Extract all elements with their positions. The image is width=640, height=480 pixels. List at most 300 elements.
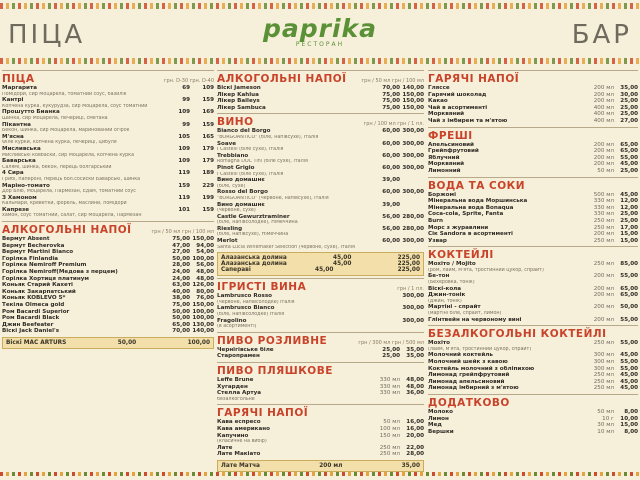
menu-item-row [2, 158, 214, 165]
item-price: 159 [202, 97, 214, 104]
menu-item-row [217, 165, 424, 172]
item-price: 25,00 [620, 104, 638, 111]
item-price: 55,00 [620, 316, 638, 323]
item-price: 140,00 [192, 328, 214, 335]
item-name: Капучино [217, 432, 249, 439]
item-name: Лимонний [428, 167, 461, 174]
section-heading [428, 246, 638, 261]
item-price: 17,00 [620, 224, 638, 231]
item-price-small: 99 [182, 121, 190, 128]
item-volume: 300 мл [593, 352, 614, 359]
item-name: Мохіто / Mojito [428, 261, 476, 268]
item-price-small: 119 [178, 170, 190, 177]
item-volume: 200 мл [593, 161, 614, 168]
item-name: Burn [428, 217, 443, 224]
menu-item-row [428, 225, 638, 232]
item-description: Помідори, сир Моцарела, томатний соус, базилік [2, 91, 127, 97]
menu-item-row [428, 317, 638, 324]
highlight-box [217, 252, 424, 276]
menu-item-row [428, 372, 638, 379]
menu-item-row [428, 198, 638, 205]
item-name: Алазанська долина [221, 255, 287, 262]
item-description: (лайм, м'ята, тростинний цукор, спрайт) [428, 346, 532, 352]
item-name: Кава еспресо [217, 419, 261, 426]
item-price: 300,00 [402, 164, 424, 171]
item-price: 189 [202, 170, 214, 177]
item-name: Молоко [428, 408, 453, 415]
menu-item-row [2, 309, 214, 316]
item-price-small: 56,00 [382, 225, 400, 232]
item-price: 169 [202, 109, 214, 116]
section-title: ВИНО [217, 116, 254, 129]
section-units: грн / 1 пл. [397, 286, 424, 293]
item-price-small: 40,00 [172, 288, 190, 295]
item-name: Віскі Jack Daniel's [2, 328, 60, 335]
item-price-small: 39,00 [382, 201, 400, 208]
item-price: 15,00 [620, 237, 638, 244]
item-name: Вино домашнє [217, 177, 265, 184]
menu-item-row [217, 85, 424, 92]
item-volume: 200 мл [593, 148, 614, 155]
item-volume: 330 мл [593, 198, 614, 205]
menu-item-row [2, 289, 214, 296]
section-title: ІГРИСТІ ВИНА [217, 281, 307, 294]
item-name: Сапераві [221, 267, 251, 274]
menu-item-row [2, 97, 214, 104]
item-name: Капрезе [2, 206, 30, 213]
item-description: Дор Блю, Моцарела, Пармезан, Едам, томатний соус [2, 189, 136, 195]
item-description: (біле, напівсолодке) Італія [217, 312, 285, 318]
item-price: 65,00 [620, 148, 638, 155]
item-price-small: 25,00 [382, 353, 400, 360]
item-price: 100,00 [192, 255, 214, 262]
item-price: 55,00 [620, 340, 638, 347]
item-name: Морквяний [428, 161, 465, 168]
item-name: Морквяний [428, 111, 465, 118]
item-name: Вермут Absent [2, 236, 50, 243]
bottled-beer-section [217, 362, 424, 402]
item-price-small: 60,00 [382, 164, 400, 171]
menu-item-row [2, 256, 214, 263]
item-price: 20,00 [406, 432, 424, 439]
item-price: 15,00 [620, 231, 638, 238]
item-price [400, 177, 424, 184]
item-price: 300,00 [402, 140, 424, 147]
wine-section [217, 113, 424, 276]
menu-item-row [2, 134, 214, 141]
item-name: Віскі Jameson [217, 85, 261, 91]
menu-item-row [428, 429, 638, 436]
section-heading [217, 404, 424, 419]
item-price: 45,00 [620, 352, 638, 359]
item-name: Вермут Becherovka [2, 242, 65, 249]
item-price: 65,00 [620, 141, 638, 148]
item-name: Апельсиновий [428, 141, 474, 148]
item-price: 150,00 [192, 236, 214, 243]
item-name: Віскі MAC ARTURS [6, 339, 67, 346]
menu-item-row [428, 118, 638, 125]
item-volume: 250 мл [593, 340, 614, 347]
item-price: 35,00 [620, 85, 638, 91]
item-name: Мед [428, 422, 442, 429]
section-units: грн. D-30 грн. D-40 [163, 78, 214, 84]
item-price: 159 [202, 206, 214, 213]
item-name: Хугарден [217, 383, 248, 390]
item-price-small: 60,00 [382, 128, 400, 135]
menu-item-row [428, 168, 638, 175]
item-description: Салямі, шинка, бекон, перець болгарський [2, 164, 112, 170]
item-price-small: 70,00 [172, 328, 190, 335]
item-price-small: 56,00 [382, 213, 400, 220]
menu-item-row [428, 85, 638, 92]
item-price-small: 60,00 [382, 189, 400, 196]
menu-item-row [428, 111, 638, 118]
menu-item-row [2, 170, 214, 177]
item-description: I Castelli (біле сухе), Італія [217, 147, 284, 153]
item-volume: 200 мл [593, 154, 614, 161]
menu-item-row [217, 377, 424, 384]
item-name: 4 Сира [2, 170, 24, 177]
non-alcoholic-cocktails-section [428, 325, 638, 392]
menu-item-row [217, 390, 424, 397]
menu-item-row [217, 214, 424, 221]
item-description: (в асортименті) [217, 324, 257, 330]
item-description: хамон, соус томатний, салат, сир Моцарела, Пармезан [2, 213, 142, 219]
item-volume: 10 г [602, 415, 614, 422]
item-name: Коньяк Старий Кахеті [2, 282, 73, 289]
menu-item-row [428, 231, 638, 238]
item-price-small: 28,00 [172, 262, 190, 269]
menu-item-row [428, 155, 638, 162]
item-price: 159 [202, 121, 214, 128]
item-volume: 50 мл [597, 408, 614, 415]
menu-item-row [2, 302, 214, 309]
item-name: Coca-cola, Sprite, Fanta [428, 211, 504, 218]
item-volume: 330 мл [379, 390, 400, 397]
item-volume: 200 мл [593, 273, 614, 280]
item-price: 25,00 [620, 217, 638, 224]
item-price-small: 109 [178, 109, 190, 116]
item-description: (мартіні біле, спрайт, лимон) [428, 311, 502, 317]
menu-item-row [2, 236, 214, 243]
item-volume: 50 мл [597, 167, 614, 174]
item-price: 10,00 [620, 415, 638, 422]
menu-item-row [428, 273, 638, 280]
item-volume: 250 мл [593, 217, 614, 224]
menu-item-row [217, 347, 424, 354]
item-price: 80,00 [196, 288, 214, 295]
item-name: Rosso del Borgo [217, 189, 268, 196]
item-name: Молочний коктейль [428, 352, 493, 359]
item-name: Кава американо [217, 425, 270, 432]
hot-drinks-section-2 [217, 404, 424, 472]
item-price: 12,00 [620, 204, 638, 211]
item-name: Вино домашнє [217, 201, 265, 208]
item-description: Філе курки, копчена курка, печериці, цибуля [2, 140, 117, 146]
item-price-small: 65,00 [172, 321, 190, 328]
menu-item-row [217, 141, 424, 148]
item-description: (червоне, напівсолодке) Італія [217, 299, 295, 305]
menu-item-row [428, 292, 638, 299]
menu-item-row [221, 463, 420, 469]
item-name: Merlot [217, 238, 238, 245]
item-price-small: 24,00 [172, 269, 190, 276]
item-name: Текіла Olmeca gold [2, 302, 65, 308]
item-name: Маргарита [2, 85, 37, 91]
item-price: 65,00 [620, 292, 638, 299]
sparkling-section [217, 278, 424, 330]
item-price: 48,00 [196, 275, 214, 282]
item-name: Маріно-томато [2, 182, 50, 189]
menu-item-row [217, 98, 424, 105]
item-volume: 50 мл [383, 419, 400, 426]
menu-item-row [217, 305, 424, 312]
item-description: "BORGOANTICO" (червоне, напівсухе), Італія [217, 195, 329, 201]
item-price: 45,00 [620, 372, 638, 379]
item-price: 8,00 [624, 408, 638, 415]
menu-item-row [217, 445, 424, 452]
item-price-small: 47,00 [172, 242, 190, 249]
item-price-small: 70,00 [382, 85, 400, 91]
item-name: Мисливська [2, 145, 41, 152]
item-price: 50,00 [620, 304, 638, 311]
item-name: Віскі-кола [428, 285, 462, 292]
item-description: (біле, напівсолодке), Німеччина [217, 220, 298, 226]
item-name: Гляссе [428, 85, 450, 91]
item-price-small: 45,00 [333, 261, 352, 268]
header [0, 0, 640, 62]
item-price-small: 45,00 [333, 255, 352, 262]
item-price: 8,00 [624, 428, 638, 435]
section-title: КОКТЕЙЛІ [428, 249, 494, 262]
item-price-small: 101 [178, 206, 190, 213]
column-3 [428, 68, 638, 472]
menu-item-row [428, 148, 638, 155]
item-price: 140,00 [402, 85, 424, 91]
item-name: Лимонад апельсиновий [428, 378, 505, 385]
section-heading [217, 278, 424, 293]
alcohol-section-2 [217, 70, 424, 111]
menu-item-row [428, 105, 638, 112]
item-price: 36,00 [406, 390, 424, 397]
item-volume: 200 мл [593, 98, 614, 105]
item-price: 300,00 [402, 152, 424, 159]
section-title: ДОДАТКОВО [428, 396, 510, 409]
menu-item-row [2, 85, 214, 92]
item-price: 150,00 [192, 302, 214, 308]
item-volume: 330 мл [379, 377, 400, 383]
menu-item-row [217, 426, 424, 433]
menu-item-row [217, 318, 424, 325]
item-volume: 250 мл [593, 378, 614, 385]
menu-item-row [2, 269, 214, 276]
item-price-small: 60,00 [382, 238, 400, 245]
section-heading [217, 332, 424, 347]
item-price-small: 105 [178, 133, 190, 140]
menu-item-row [217, 105, 424, 112]
item-volume: 250 мл [593, 372, 614, 379]
item-name: Гарячий шоколад [428, 91, 487, 98]
item-description: (класичне на вибір) [217, 439, 267, 445]
item-description: (біле, сухе) [217, 183, 246, 189]
item-name: Trebbiano [217, 152, 249, 159]
item-price-small: 25,00 [382, 346, 400, 353]
item-price: 150,00 [402, 91, 424, 98]
section-title: ГАРЯЧІ НАПОЇ [428, 73, 520, 85]
item-price-small: 75,00 [382, 104, 400, 111]
item-price-small: 63,00 [172, 282, 190, 289]
item-name: Глінтвейн на червоному вині [428, 316, 522, 323]
item-price: 150,00 [402, 104, 424, 111]
menu-item-row [217, 226, 424, 233]
section-heading [217, 70, 424, 85]
item-volume: 250 мл [593, 261, 614, 268]
menu-item-row [221, 267, 420, 273]
item-name: Чернігівське біле [217, 346, 274, 353]
menu-item-row [428, 379, 638, 386]
item-description: Грибі, папероні, перець бол.сосиски Баварські, шинка [2, 176, 141, 182]
item-price: 100,00 [192, 308, 214, 315]
item-name: Какао [428, 98, 448, 105]
column-1 [2, 68, 214, 472]
logo: paprika [262, 14, 378, 43]
item-price: 76,00 [196, 295, 214, 302]
item-name: Лимонад грейпфрутовий [428, 372, 510, 379]
item-description: Кальмари, креветки, форель, маслини, помідори [2, 201, 127, 207]
item-volume: 200 мл [319, 462, 343, 469]
item-name: Лимонад імбирний з м'ятою [428, 385, 519, 392]
section-title: ФРЕШІ [428, 129, 473, 142]
item-name: Сік Sandora в асортименті [428, 231, 513, 238]
item-price: 35,00 [406, 346, 424, 353]
column-2 [217, 68, 424, 472]
item-name: Коктейль молочний з обліпихою [428, 365, 535, 372]
item-price-small: 50,00 [117, 339, 137, 346]
menu-item-row [428, 409, 638, 416]
item-volume: 200 мл [593, 85, 614, 91]
item-price: 229 [202, 182, 214, 189]
item-volume: 500 мл [593, 191, 614, 198]
item-name: Узвар [428, 237, 447, 244]
section-heading [217, 362, 424, 377]
menu-item-row [217, 128, 424, 135]
section-heading [428, 127, 638, 142]
menu-item-row [217, 451, 424, 458]
section-title: ПИВО ПЛЯШКОВЕ [217, 365, 333, 377]
item-name: Баварська [2, 158, 36, 165]
pizza-header-title: ПІЦА [8, 20, 86, 50]
item-price: 225,00 [397, 255, 420, 262]
item-volume: 10 мл [597, 428, 614, 435]
item-price: 25,00 [620, 167, 638, 174]
item-price: 300,00 [402, 317, 424, 324]
menu-item-row [428, 304, 638, 311]
item-price: 65,00 [620, 285, 638, 292]
menu-item-row [428, 238, 638, 245]
item-description: Бекон, шинка, сир Моцарела, маринований огірок [2, 128, 130, 134]
item-price: 85,00 [620, 261, 638, 268]
item-price-small: 27,00 [172, 249, 190, 256]
item-price: 55,00 [620, 359, 638, 365]
item-name: Вермут Martini Bianco [2, 249, 74, 256]
item-name: Морс з журавлини [428, 224, 489, 231]
item-name: Bianco del Borgo [217, 128, 271, 135]
item-name: Горілка Finlandia [2, 255, 59, 262]
hot-drinks-section-1 [428, 70, 638, 125]
menu-item-row [217, 189, 424, 196]
item-price: 225,00 [397, 267, 420, 274]
menu-item-row [428, 192, 638, 199]
item-name: Алазанська долина [221, 261, 287, 268]
menu-item-row [428, 92, 638, 99]
item-price: 48,00 [196, 269, 214, 276]
item-name: Riesling [217, 225, 243, 232]
menu-item-row [428, 359, 638, 366]
section-title: ПІЦА [2, 73, 35, 85]
item-name: Лимон [428, 415, 449, 422]
menu-item-row [6, 340, 210, 346]
item-price-small: 75,00 [382, 98, 400, 105]
menu-item-row [2, 328, 214, 335]
menu-item-row [2, 322, 214, 329]
highlight-box [217, 460, 424, 472]
item-price: 109 [202, 85, 214, 91]
item-volume: 250 мл [593, 237, 614, 244]
item-volume: 150 мл [379, 432, 400, 439]
menu-item-row [217, 202, 424, 209]
item-name: М'ясна [2, 133, 24, 140]
item-volume: 330 мл [593, 204, 614, 211]
item-name: Джин-тонік [428, 292, 466, 299]
menu-item-row [217, 153, 424, 160]
section-heading [2, 221, 214, 236]
item-price: 22,00 [406, 444, 424, 451]
item-volume: 200 мл [593, 91, 614, 98]
item-name: З Хамоном [2, 194, 37, 201]
menu-item-row [2, 262, 214, 269]
logo-subtitle: РЕСТОРАН [295, 41, 345, 48]
item-price: 280,00 [402, 225, 424, 232]
extras-section [428, 394, 638, 435]
menu-item-row [428, 142, 638, 149]
menu-item-row [2, 243, 214, 250]
section-title: АЛКОГОЛЬНІ НАПОЇ [2, 224, 132, 237]
item-description: Romagna DOC Tini (біле сухе), Італія [217, 159, 308, 165]
menu-item-row [2, 295, 214, 302]
item-name: Мохіто [428, 340, 451, 347]
item-price: 27,00 [620, 117, 638, 124]
item-name: Пікантна [2, 121, 31, 128]
water-section [428, 177, 638, 245]
item-name: Горілка Хортиця платинум [2, 275, 89, 282]
item-price: 45,00 [620, 191, 638, 198]
item-price: 25,00 [620, 111, 638, 118]
item-price-small: 119 [178, 194, 190, 201]
item-price: 45,00 [620, 385, 638, 392]
item-name: Castle Gewurztraminer [217, 213, 290, 220]
menu-item-row [2, 249, 214, 256]
item-price: 300,00 [402, 305, 424, 312]
menu-item-row [217, 353, 424, 360]
item-volume: 400 мл [593, 111, 614, 118]
item-volume: 200 мл [593, 231, 614, 238]
item-price: 48,00 [406, 383, 424, 390]
item-name: Прошутто Бианка [2, 109, 60, 116]
item-price: 30,00 [620, 91, 638, 98]
item-name: Чай з імбирем та м'ятою [428, 117, 508, 124]
menu-item-row [2, 109, 214, 116]
item-description: Мисливські ковбаски, сир Моцарела, копчена курка [2, 152, 135, 158]
